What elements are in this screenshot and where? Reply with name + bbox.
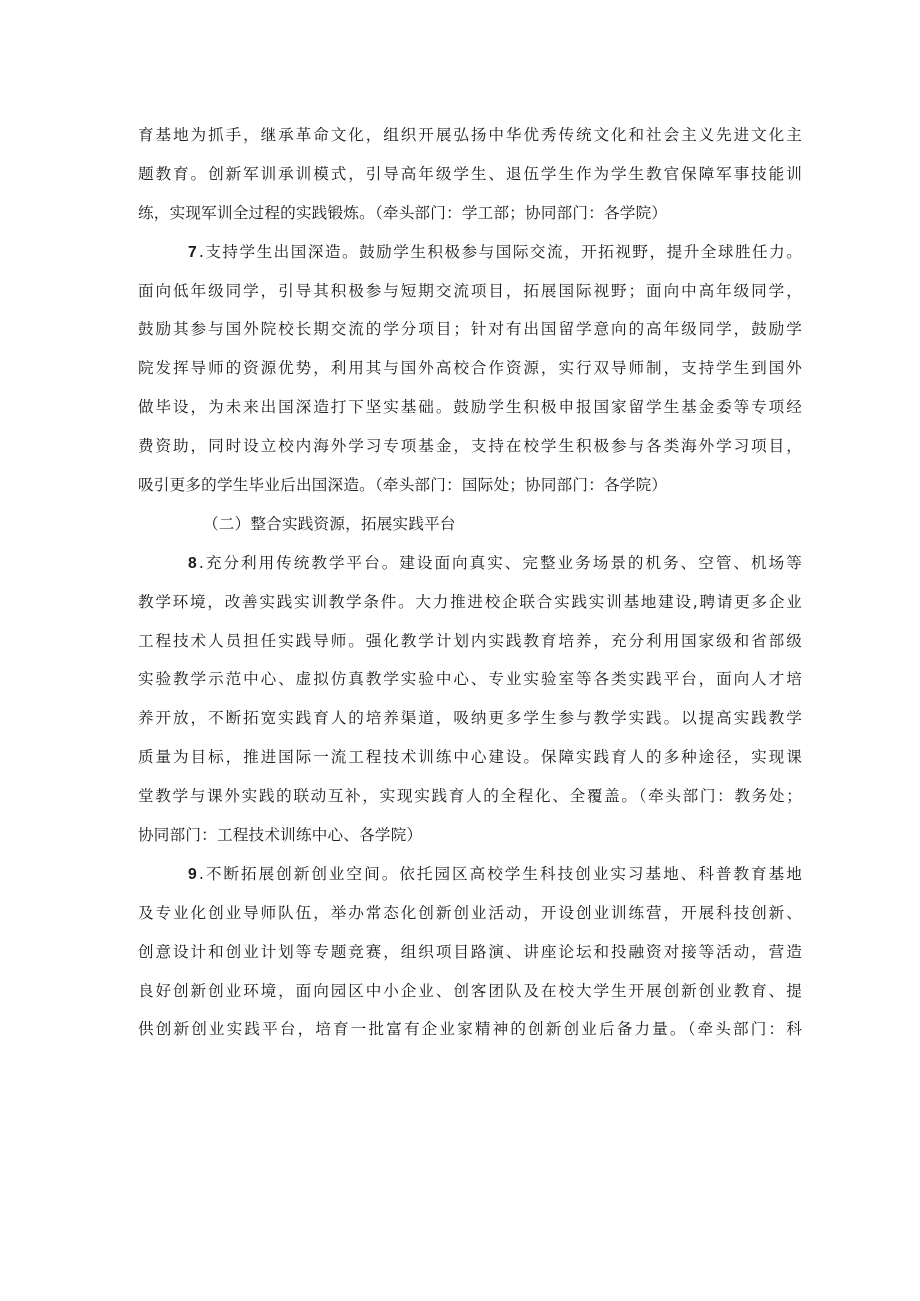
text-line: 费资助，同时设立校内海外学习专项基金，支持在校学生积极参与各类海外学习项目， [138,437,802,456]
item-9-first-line [138,855,802,894]
text-line: 做毕设，为未来出国深造打下坚实基础。鼓励学生积极申报国家留学生基金委等专项经 [138,398,802,417]
text-line: 鼓励其参与国外院校长期交流的学分项目；针对有出国留学意向的高年级同学，鼓励学 [138,320,802,339]
item-number: 7 [188,243,197,261]
text-line: 供创新创业实践平台，培育一批富有企业家精神的创新创业后备力量。（牵头部门：科 [138,1020,802,1039]
text-line: 教学环境，改善实践实训教学条件。大力推进校企联合实践实训基地建设,聘请更多企业 [138,592,802,611]
section-heading: （二）整合实践资源，拓展实践平台 [203,514,456,533]
text-line: 良好创新创业环境，面向园区中小企业、创客团队及在校大学生开展创新创业教育、提 [138,981,802,1000]
body-text [138,116,802,1049]
text-line: 面向低年级同学，引导其积极参与短期交流项目，拓展国际视野；面向中高年级同学， [138,281,802,300]
text-line: 练，实现军训全过程的实践锻炼。（牵头部门：学工部；协同部门：各学院） [138,203,668,222]
text-line: 题教育。创新军训承训模式，引导高年级学生、退伍学生作为学生教官保障军事技能训 [138,164,802,183]
text-line: 堂教学与课外实践的联动互补，实现实践育人的全程化、全覆盖。（牵头部门：教务处； [138,787,802,806]
text-line: 吸引更多的学生毕业后出国深造。（牵头部门：国际处；协同部门：各学院） [138,476,668,495]
text-line: 创意设计和创业计划等专题竞赛，组织项目路演、讲座论坛和投融资对接等活动，营造 [138,942,802,961]
item-7-title: .支持学生出国深造。鼓励学生积极参与国际交流，开拓视野，提升全球胜任力。 [198,242,802,261]
text-line: 协同部门：工程技术训练中心、各学院） [138,826,423,845]
item-9-title: .不断拓展创新创业空间。依托园区高校学生科技创业实习基地、科普教育基地 [198,864,802,883]
text-line: 及专业化创业导师队伍，举办常态化创新创业活动，开设创业训练营，开展科技创新、 [138,903,802,922]
text-line: 质量为目标，推进国际一流工程技术训练中心建设。保障实践育人的多种途径，实现课 [138,748,802,767]
text-line: 养开放，不断拓宽实践育人的培养渠道，吸纳更多学生参与教学实践。以提高实践教学 [138,709,802,728]
item-number: 9 [188,865,197,883]
item-7-first-line [138,233,802,272]
item-8-title: .充分利用传统教学平台。建设面向真实、完整业务场景的机务、空管、机场等 [198,553,802,572]
item-number: 8 [188,554,197,572]
text-line: 院发挥导师的资源优势，利用其与国外高校合作资源，实行双导师制，支持学生到国外 [138,359,802,378]
item-8-first-line [138,544,802,583]
text-line: 工程技术人员担任实践导师。强化教学计划内实践教育培养，充分利用国家级和省部级 [138,631,802,650]
text-line: 实验教学示范中心、虚拟仿真教学实验中心、专业实验室等各类实践平台，面向人才培 [138,670,802,689]
text-line: 育基地为抓手，继承革命文化，组织开展弘扬中华优秀传统文化和社会主义先进文化主 [138,126,802,144]
